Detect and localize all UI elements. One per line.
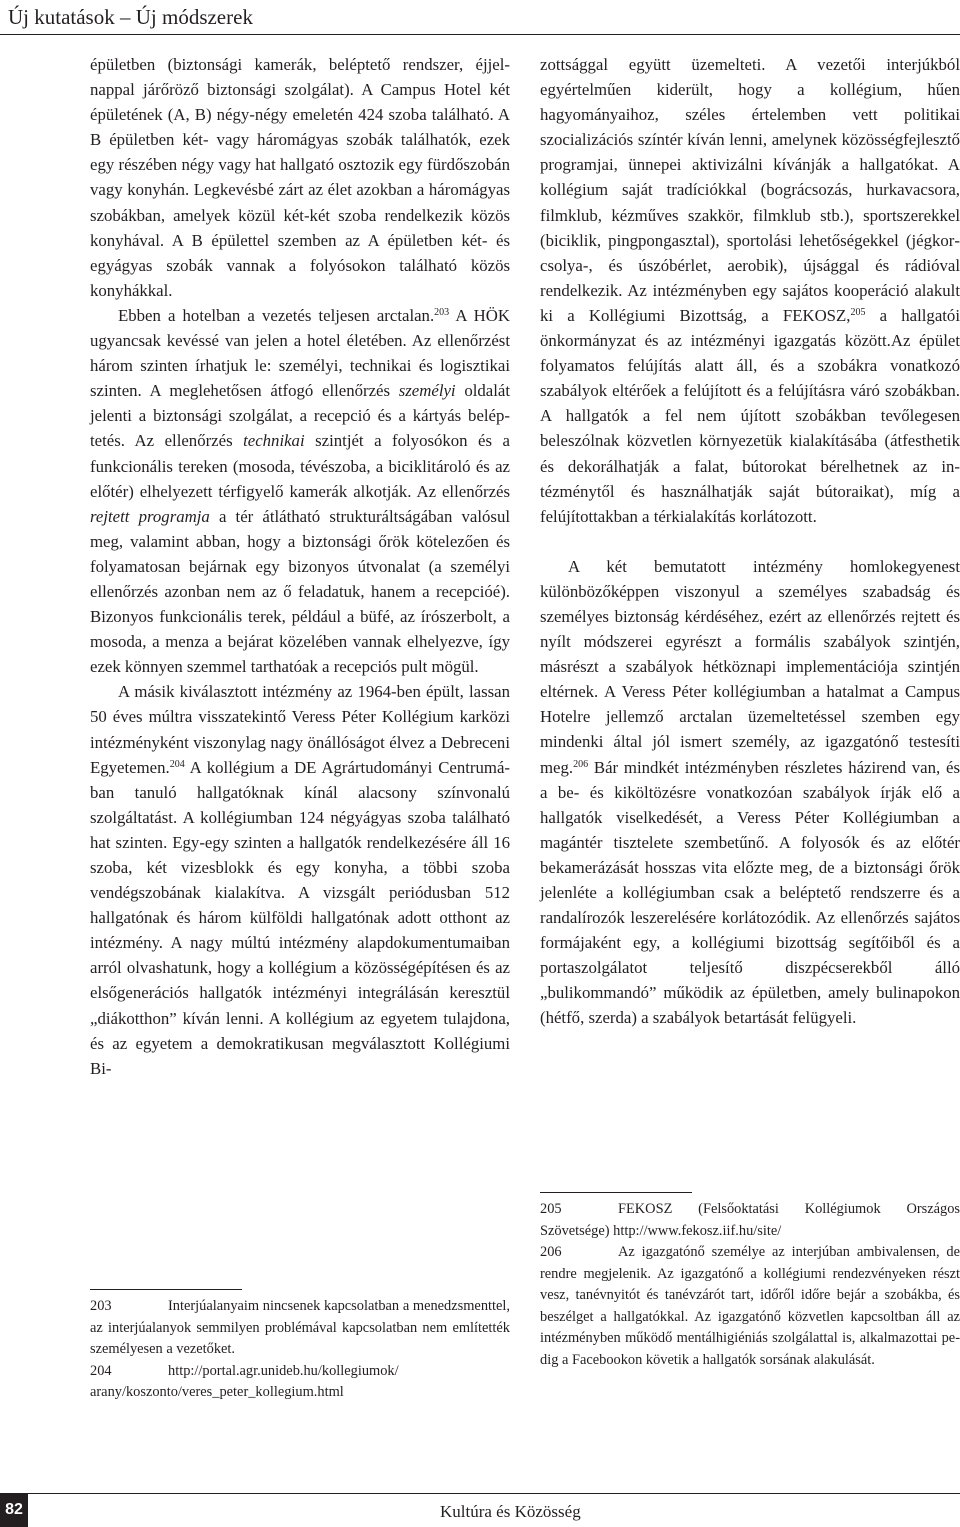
paragraph: A két bemutatott intézmény homlokegyenest különbözőképpen viszonyul a személyes szabadság és személyes biztonság kérdéséhez, ezért az ellenőrzés rejtett és nyílt módszerei egyrészt a formális szabályok szintjén, másrészt a szabályok hétköznapi implementációja szintjén eltérnek. A Veress Péter kollégiumban a hatalmat a Campus Hotelre jellemző arctalan üzemeltetéssel szemben egy mindenki által jól ismert személy, az igazgatónő testesíti meg.$^{206}$ Bár mindkét intézményben részletes házirend van, és a be- és kiköltözésre vonatkozóan szabályok írják elő a hallgatók viselkedését, a Veress Péter Kollégiumban a magántér tisztelete szembetűnő. A folyosók és az előtér bekamerázását hosszas vita előzte meg, de a biztonsági őrök jelenléte a kollégiumban csak a beléptető rendszerre és a randalírozók leszerelésére korlátozódik. Az ellenőrzés sajátos formájaként egy, a kollégiumi bizottság segítőiből és a portaszolgálatot teljesítő diszpécserekből álló „bulikommandó” működik az épületben, amely bulinapokon (hétfő, szerda) a szabályok betartását felügyeli. [540,556,960,1028]
footnote: 205 FEKOSZ (Felsőoktatási Kollégiumok Országos Szövetsége) http://www.fekosz.iif.hu/site/ [540,1201,960,1239]
footnote-ref[interactable]: 206 [573,758,589,770]
paragraph: épületben (biztonsági kamerák, beléptető rendszer, éjjel-nappal járőröző biztonsági szolgálat). A Campus Hotel két épületének (A, B) négy-négy emeletén 424 szoba található. A B épületben két- vagy háromágyas szobák találhatók, ezek egy részében négy vagy hat hallgató osztozik egy fürdőszobán vagy konyhán. Legkevésbé zárt az élet azokban a háromágyas szobákban, amelyek közül két-két szoba rendelkezik közös konyhával. A B épülettel szemben az A épületben két- és egyágyas szobák vannak a folyósokon található közös konyhákkal. [90,55,510,300]
footnotes-left [90,1296,510,1404]
page-number: 82 [0,1493,28,1527]
running-header: Új kutatások – Új módszerek [8,5,253,29]
footnote-ref[interactable]: 205 [850,306,866,318]
left-column [90,52,510,1081]
footnote-ref[interactable]: 203 [434,306,450,318]
footnote-link[interactable]: http://portal.agr.unideb.hu/kollegiumok/ arany/koszonto/veres_peter_kollegium.html [90,1362,399,1400]
paragraph: A másik kiválasztott intézmény az 1964-ben épült, lassan 50 éves múltra visszatekintő Veress Péter Kollégium karközi intézményként viszonylag nagy önállóságot élvez a Debreceni Egyetemen.$^{204}$ A kollégium a DE Agrártudományi Centrumában tanuló hallgatóknak kínál alacsony színvonalú szolgáltatást. A kollégiumban 124 négyágyas szoba található hat szinten. Egy-egy szinten a hallgatók rendelkezésére áll 16 szoba, két vizesblokk és egy konyha, a többi szoba vendégszobának kialakítva. A vizsgált periódusban 512 hallgatónak és három külföldi hallgatónak adott otthont az intézmény. A nagy múltú intézmény alapdokumentumaiban arról olvashatunk, hogy a kollégium a közösségépítésen és az elsőgenerációs hallgatók intézményi integrálásán keresztül „diákotthon” kíván lenni. A kollégium az egyetem tulajdona, és az egyetem a demokratikusan megválasztott Kollégiumi Bi- [90,682,510,1078]
footer-rule [28,1493,960,1494]
footnote-rule [540,1192,692,1193]
journal-name: Kultúra és Közösség [440,1502,581,1521]
paragraph: zottsággal együtt üzemelteti. A vezetői interjúkból egyértelműen kiderült, hogy a kollégium, hűen hagyományaihoz, széles értelemben vett politikai szocializációs színtér kíván lenni, amelynek közösségfejlesztő programjai, ünnepei aktivizálni kívánják a hallgatókat. A kollégium saját tradíciókkal (bográcsozás, hurkavacsora, filmklub, kézműves szakkör, filmklub stb.), sportszerekkel (biciklik, pingpongasztal), sportolási lehetőségekkel (jégkorcsolya-, és úszóbérlet, aerobik), újsággal és rádióval rendelkezik. Az intézményben egy sajátos kooperáció alakult ki a Kollégiumi Bizottság, a FEKOSZ,$^{205}$ a hallgatói önkormányzat és az intézményi igazgatás között.Az épület folyamatos felújítás alatt áll, és a szobákra vonatkozó szabályok eltérőek a felújított és a felújításra váró szobákban. A hallgatók a fel nem újított szobákban tevőlegesen beleszólnak közvetlen környezetük kialakításába (átfesthetik és dekorálhatják a falat, bútorokat bérelhetnek az intézménytől és használhatják saját bútoraikat), míg a felújítottakban a térkialakítás korlátozott. [540,55,960,526]
footnote: 203 Interjúalanyaim nincsenek kapcsolatban a menedzsmenttel, az interjúalanyok semmilyen problémával kapcsolatban nem említették személyesen a vezetőket. [90,1298,510,1357]
footnote-rule [90,1289,242,1290]
footnote-ref[interactable]: 204 [169,758,185,770]
footnote: 206 Az igazgatónő személye az interjúban ambivalensen, de rendre megjelenik. Az igazgatónő a kollégiumi rendezvényeken részt vesz, tanévnyitót és tanévzárót tart, időről időre bejár a szobákba, és beszélget a hallgatókkal. Az igazgatónő közvetlen kapcsoltban áll az intézményben működő mentálhigiéniás szolgálattal is, alkalmazottai pedig a Facebookon követik a hallgatók sorsának alakulását. [540,1244,960,1368]
right-column [540,52,960,1031]
header-rule [0,34,960,35]
footnotes-right [540,1199,960,1371]
paragraph: Ebben a hotelban a vezetés teljesen arctalan.$^{203}$ A HÖK ugyancsak kevéssé van jelen a hotel életében. Az ellenőrzést három szinten írhatjuk le: személyi, technikai és logisztikai szinten. A meglehetősen átfogó ellenőrzés személyi oldalát jelenti a biztonsági szolgálat, a recepció és a kártyás beléptetés. Az ellenőrzés technikai szintjét a folyosókon és a funkcionális tereken (mosoda, tévészoba, a biciklitároló és az előtér) elhelyezett térfigyelő kamerák alkotják. Az ellenőrzés rejtett programja a tér átlátható strukturáltságában valósul meg, valamint abban, hogy a biztonsági őrök kötelezően és folyamatosan bejárnak egy bizonyos útvonalat (a személyi ellenőrzés azonban nem az ő feladatuk, hanem a recepcióé). Bizonyos funkcionális terek, például a büfé, az írószerbolt, a mosoda, a menza a bejárat közelében vannak elhelyezve, így ezek könnyen szemmel tarthatóak a recepciós pult mögül. [90,305,511,677]
footnote: 204 http://portal.agr.unideb.hu/kollegiumok/ arany/koszonto/veres_peter_kollegium.html [90,1362,399,1400]
